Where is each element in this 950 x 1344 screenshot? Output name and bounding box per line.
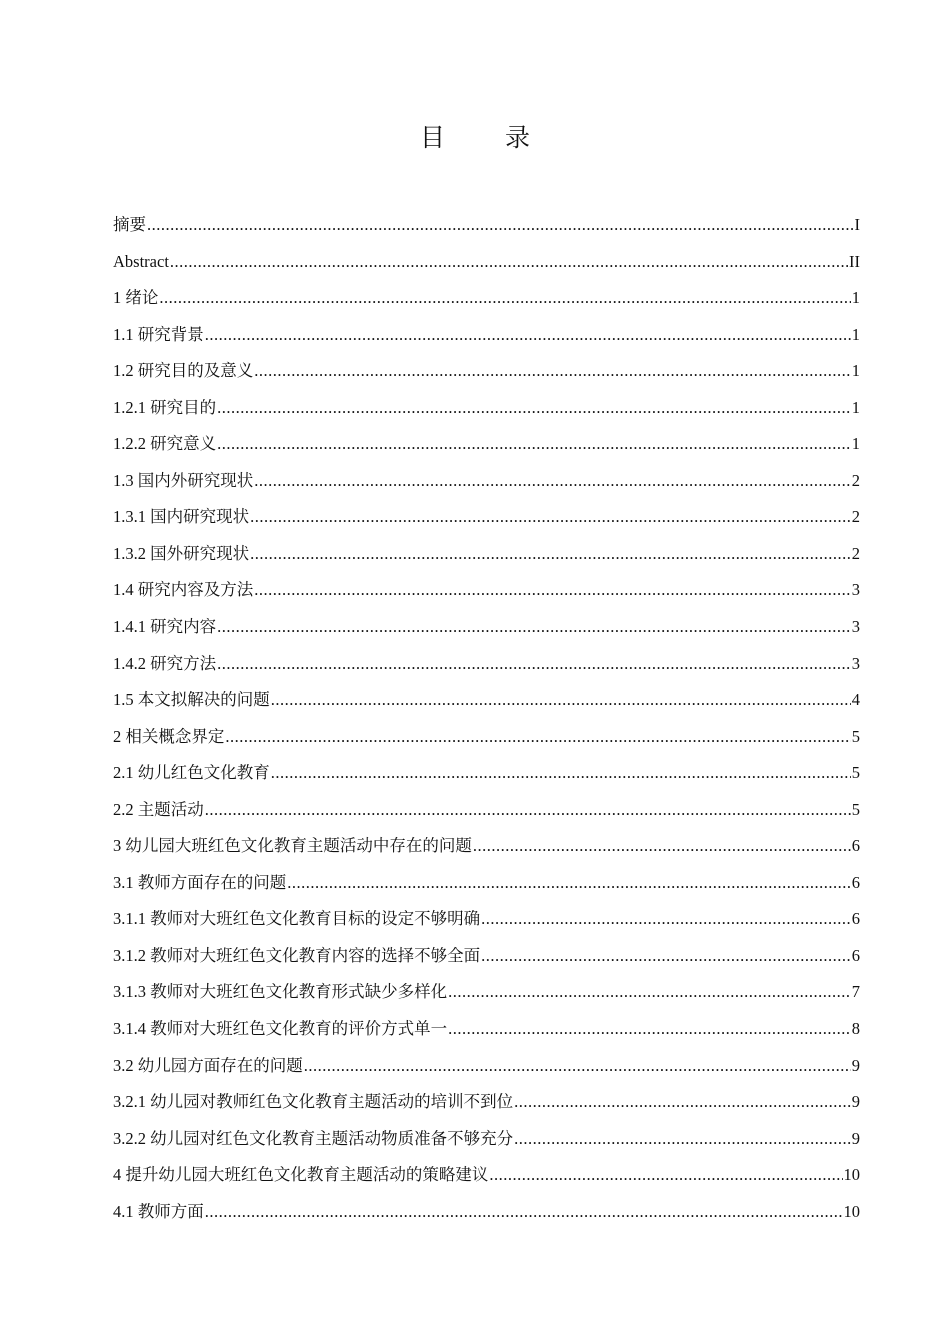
toc-entry[interactable] [113, 901, 860, 938]
toc-entry-page-number: 5 [851, 726, 860, 746]
toc-entry[interactable] [113, 755, 860, 792]
toc-entry[interactable] [113, 244, 860, 281]
page-title: 目 录 [420, 123, 556, 152]
toc-entry[interactable] [113, 1084, 860, 1121]
toc-entry-label: 1.2.1 研究目的 [113, 397, 217, 417]
toc-dot-leader [489, 1157, 842, 1194]
toc-entry-label: 1.4 研究内容及方法 [113, 580, 254, 600]
toc-entry[interactable] [113, 353, 860, 390]
toc-entry-page-number: 5 [851, 799, 860, 819]
toc-entry-label: Abstract [113, 251, 169, 271]
toc-dot-leader [159, 280, 850, 317]
toc-entry-label: 1.3.2 国外研究现状 [113, 543, 250, 563]
toc-entry[interactable] [113, 609, 860, 646]
toc-dot-leader [250, 499, 851, 536]
toc-entry-page-number: 3 [851, 617, 860, 637]
toc-entry-page-number: 6 [851, 872, 860, 892]
toc-entry-page-number: 6 [851, 909, 860, 929]
toc-dot-leader [217, 646, 851, 683]
toc-entry[interactable] [113, 792, 860, 829]
toc-entry[interactable] [113, 280, 860, 317]
toc-entry-label: 2.1 幼儿红色文化教育 [113, 763, 270, 783]
toc-entry-label: 1.2 研究目的及意义 [113, 361, 254, 381]
toc-entry-page-number: 1 [851, 397, 860, 417]
toc-entry-label: 3.2 幼儿园方面存在的问题 [113, 1055, 303, 1075]
toc-entry-label: 4.1 教师方面 [113, 1201, 204, 1221]
toc-entry-page-number: 7 [851, 982, 860, 1002]
toc-entry[interactable] [113, 1011, 860, 1048]
toc-entry-label: 3.1.1 教师对大班红色文化教育目标的设定不够明确 [113, 909, 481, 929]
toc-dot-leader [205, 1194, 843, 1231]
toc-dot-leader [217, 426, 851, 463]
toc-entry-label: 4 提升幼儿园大班红色文化教育主题活动的策略建议 [113, 1165, 489, 1185]
toc-dot-leader [217, 390, 851, 427]
toc-dot-leader [304, 1048, 851, 1085]
toc-dot-leader [448, 974, 851, 1011]
toc-entry-label: 2 相关概念界定 [113, 726, 225, 746]
toc-dot-leader [254, 463, 851, 500]
toc-entry-label: 1.4.2 研究方法 [113, 653, 217, 673]
toc-entry-page-number: 1 [851, 361, 860, 381]
toc-entry[interactable] [113, 463, 860, 500]
toc-entry[interactable] [113, 536, 860, 573]
toc-entry-label: 2.2 主题活动 [113, 799, 204, 819]
toc-entry[interactable] [113, 719, 860, 756]
toc-entry-label: 3.1.2 教师对大班红色文化教育内容的选择不够全面 [113, 945, 481, 965]
toc-entry-page-number: 10 [843, 1201, 860, 1221]
toc-entry-page-number: I [854, 215, 860, 234]
toc-entry[interactable] [113, 572, 860, 609]
toc-entry-page-number: 10 [843, 1165, 860, 1185]
toc-entry[interactable] [113, 1121, 860, 1158]
toc-entry-label: 摘要 [113, 215, 146, 234]
toc-dot-leader [481, 901, 851, 938]
toc-entry[interactable] [113, 1048, 860, 1085]
toc-dot-leader [170, 244, 848, 281]
table-of-contents [113, 207, 860, 1230]
toc-entry[interactable] [113, 865, 860, 902]
toc-entry-page-number: 8 [851, 1019, 860, 1039]
toc-dot-leader [287, 865, 851, 902]
toc-entry-page-number: 3 [851, 580, 860, 600]
toc-dot-leader [217, 609, 851, 646]
toc-entry-label: 3.1.4 教师对大班红色文化教育的评价方式单一 [113, 1019, 448, 1039]
toc-entry-page-number: 1 [851, 324, 860, 344]
toc-entry-page-number: 5 [851, 763, 860, 783]
toc-entry-label: 1 绪论 [113, 288, 159, 308]
toc-entry-page-number: 1 [851, 288, 860, 308]
toc-entry[interactable] [113, 974, 860, 1011]
toc-entry-label: 3.2.2 幼儿园对红色文化教育主题活动物质准备不够充分 [113, 1128, 514, 1148]
toc-entry-label: 1.2.2 研究意义 [113, 434, 217, 454]
toc-entry-label: 3.1.3 教师对大班红色文化教育形式缺少多样化 [113, 982, 448, 1002]
toc-entry[interactable] [113, 938, 860, 975]
toc-entry[interactable] [113, 207, 860, 244]
toc-dot-leader [250, 536, 851, 573]
toc-entry-page-number: 9 [851, 1128, 860, 1148]
toc-entry-page-number: 1 [851, 434, 860, 454]
toc-dot-leader [254, 353, 851, 390]
toc-entry[interactable] [113, 828, 860, 865]
toc-dot-leader [514, 1121, 851, 1158]
toc-dot-leader [147, 207, 854, 244]
toc-entry[interactable] [113, 646, 860, 683]
toc-entry[interactable] [113, 317, 860, 354]
toc-entry[interactable] [113, 390, 860, 427]
toc-entry-label: 3 幼儿园大班红色文化教育主题活动中存在的问题 [113, 836, 472, 856]
toc-entry-page-number: 3 [851, 653, 860, 673]
toc-entry-page-number: 9 [851, 1092, 860, 1112]
toc-entry-page-number: II [849, 251, 860, 271]
toc-dot-leader [271, 682, 851, 719]
toc-entry-label: 1.3 国内外研究现状 [113, 470, 254, 490]
toc-dot-leader [225, 719, 850, 756]
toc-entry-page-number: 6 [851, 945, 860, 965]
toc-entry-label: 1.4.1 研究内容 [113, 617, 217, 637]
toc-dot-leader [271, 755, 851, 792]
toc-entry-page-number: 4 [851, 690, 860, 710]
toc-dot-leader [205, 317, 851, 354]
toc-dot-leader [481, 938, 851, 975]
toc-dot-leader [448, 1011, 851, 1048]
toc-entry[interactable] [113, 1157, 860, 1194]
toc-dot-leader [205, 792, 851, 829]
toc-entry-page-number: 6 [851, 836, 860, 856]
toc-entry[interactable] [113, 499, 860, 536]
toc-entry[interactable] [113, 682, 860, 719]
toc-entry-label: 1.1 研究背景 [113, 324, 204, 344]
toc-entry-page-number: 2 [851, 507, 860, 527]
toc-entry-page-number: 2 [851, 470, 860, 490]
toc-entry-page-number: 2 [851, 543, 860, 563]
toc-dot-leader [514, 1084, 851, 1121]
toc-entry-label: 3.2.1 幼儿园对教师红色文化教育主题活动的培训不到位 [113, 1092, 514, 1112]
toc-entry-label: 3.1 教师方面存在的问题 [113, 872, 287, 892]
toc-dot-leader [254, 572, 851, 609]
toc-dot-leader [473, 828, 851, 865]
toc-entry-page-number: 9 [851, 1055, 860, 1075]
toc-entry[interactable] [113, 1194, 860, 1231]
toc-entry[interactable] [113, 426, 860, 463]
toc-entry-label: 1.5 本文拟解决的问题 [113, 690, 270, 710]
toc-entry-label: 1.3.1 国内研究现状 [113, 507, 250, 527]
